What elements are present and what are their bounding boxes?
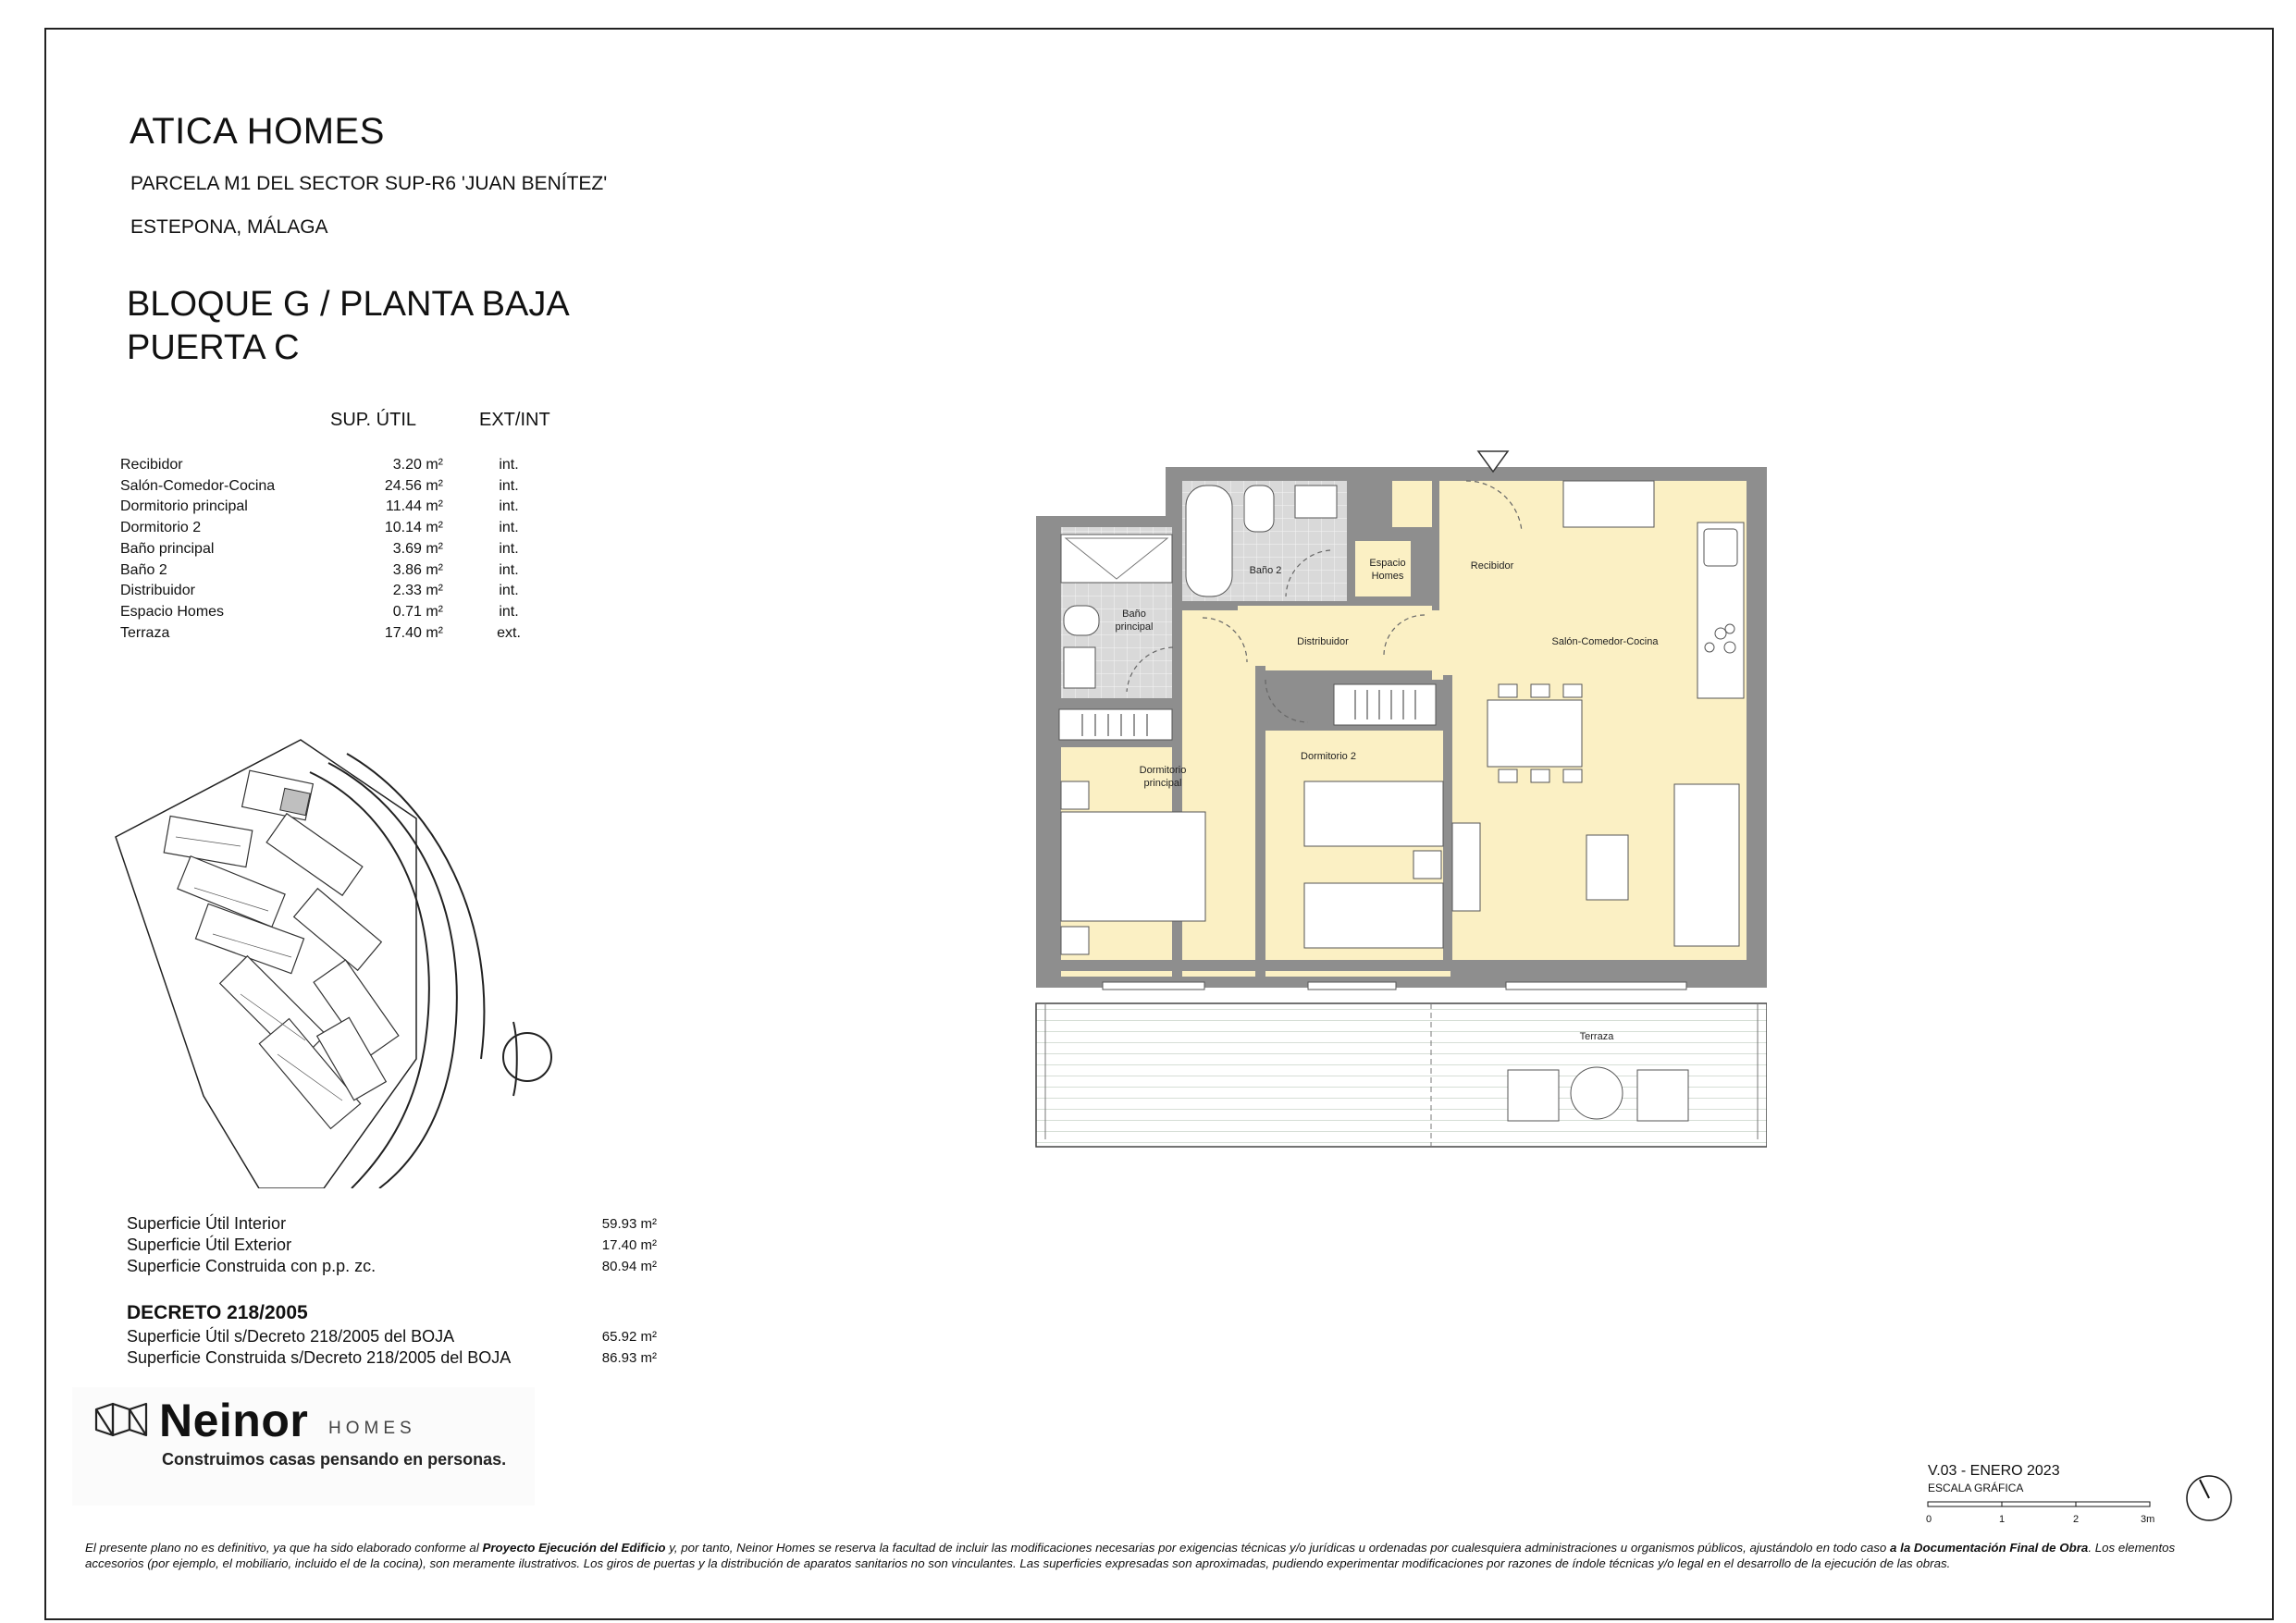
logo-wordmark: Neinor <box>159 1395 309 1446</box>
label-distribuidor: Distribuidor <box>1297 636 1349 647</box>
decreto-row: Superficie Útil s/Decreto 218/2005 del BOJA 65.92 m² <box>127 1327 657 1346</box>
svg-text:3m: 3m <box>2141 1514 2155 1525</box>
table-row: Distribuidor 2.33 m² int. <box>120 583 519 598</box>
table-row: Baño principal 3.69 m² int. <box>120 541 519 557</box>
north-arrow-icon <box>2183 1472 2235 1524</box>
decreto-title: DECRETO 218/2005 <box>127 1302 308 1323</box>
label-dormitorio-2: Dormitorio 2 <box>1301 751 1356 762</box>
logo-suffix: HOMES <box>328 1419 416 1438</box>
address-line-2: ESTEPONA, MÁLAGA <box>130 216 328 238</box>
table-row: Dormitorio principal 11.44 m² int. <box>120 498 519 514</box>
scale-title: ESCALA GRÁFICA <box>1928 1482 2024 1494</box>
svg-text:principal: principal <box>1115 621 1154 633</box>
brand-title: ATICA HOMES <box>130 111 385 152</box>
table-row: Recibidor 3.20 m² int. <box>120 457 519 473</box>
svg-text:0: 0 <box>1926 1514 1932 1525</box>
floor-plan <box>1027 444 1767 1156</box>
label-dormitorio-principal: Dormitorio <box>1139 765 1187 776</box>
summary-row: Superficie Útil Exterior 17.40 m² <box>127 1236 657 1254</box>
summary-row: Superficie Útil Interior 59.93 m² <box>127 1214 657 1233</box>
svg-text:Homes: Homes <box>1371 571 1404 582</box>
disclaimer: El presente plano no es definitivo, ya que ha sido elaborado conforme al Proyecto Ejecución del Edificio y, por tanto, Neinor Homes se reserva la facultad de incluir las modificaciones necesarias por exigencias técnicas y/o jurídicas u ordenadas por cualesquiera administraciones u organismos públicos, ajustándolo en todo caso a la Documentación Final de Obra. Los elementos accesorios (por ejemplo, el mobiliario, incluido el de la cocina), son meramente ilustrativos. Los giros de puertas y la distribución de aparatos sanitarios no son vinculantes. Las superficies expresadas son aproximadas, pudiendo experimentar modificaciones por razones de índole técnicas y/o legal en el desarrollo de la ejecución de las obras. <box>85 1541 2176 1570</box>
table-row: Terraza 17.40 m² ext. <box>120 625 521 641</box>
puerta-title: PUERTA C <box>127 328 300 367</box>
label-bano-2: Baño 2 <box>1249 565 1282 576</box>
graphic-scale <box>1924 1496 2165 1530</box>
table-row: Espacio Homes 0.71 m² int. <box>120 604 519 620</box>
neinor-logo-icon <box>94 1402 150 1437</box>
logo-tagline: Construimos casas pensando en personas. <box>162 1450 507 1469</box>
table-row: Dormitorio 2 10.14 m² int. <box>120 520 519 535</box>
address-line-1: PARCELA M1 DEL SECTOR SUP-R6 'JUAN BENÍTEZ' <box>130 173 608 194</box>
table-row: Salón-Comedor-Cocina 24.56 m² int. <box>120 478 519 494</box>
version-label: V.03 - ENERO 2023 <box>1928 1463 2060 1479</box>
label-salon: Salón-Comedor-Cocina <box>1551 636 1659 647</box>
col-header-area: SUP. ÚTIL <box>330 410 416 430</box>
site-location-plan <box>111 735 555 1188</box>
label-recibidor: Recibidor <box>1470 560 1514 572</box>
summary-row: Superficie Construida con p.p. zc. 80.94 m² <box>127 1257 657 1275</box>
label-espacio-homes: Espacio <box>1369 558 1406 569</box>
table-row: Baño 2 3.86 m² int. <box>120 562 519 578</box>
label-bano-principal: Baño <box>1122 609 1146 620</box>
svg-text:2: 2 <box>2073 1514 2080 1525</box>
decreto-row: Superficie Construida s/Decreto 218/2005 del BOJA 86.93 m² <box>127 1348 657 1367</box>
bloque-title: BLOQUE G / PLANTA BAJA <box>127 285 570 324</box>
svg-text:principal: principal <box>1143 778 1182 789</box>
label-terraza: Terraza <box>1579 1031 1614 1042</box>
col-header-type: EXT/INT <box>479 410 550 430</box>
svg-text:1: 1 <box>1999 1514 2006 1525</box>
